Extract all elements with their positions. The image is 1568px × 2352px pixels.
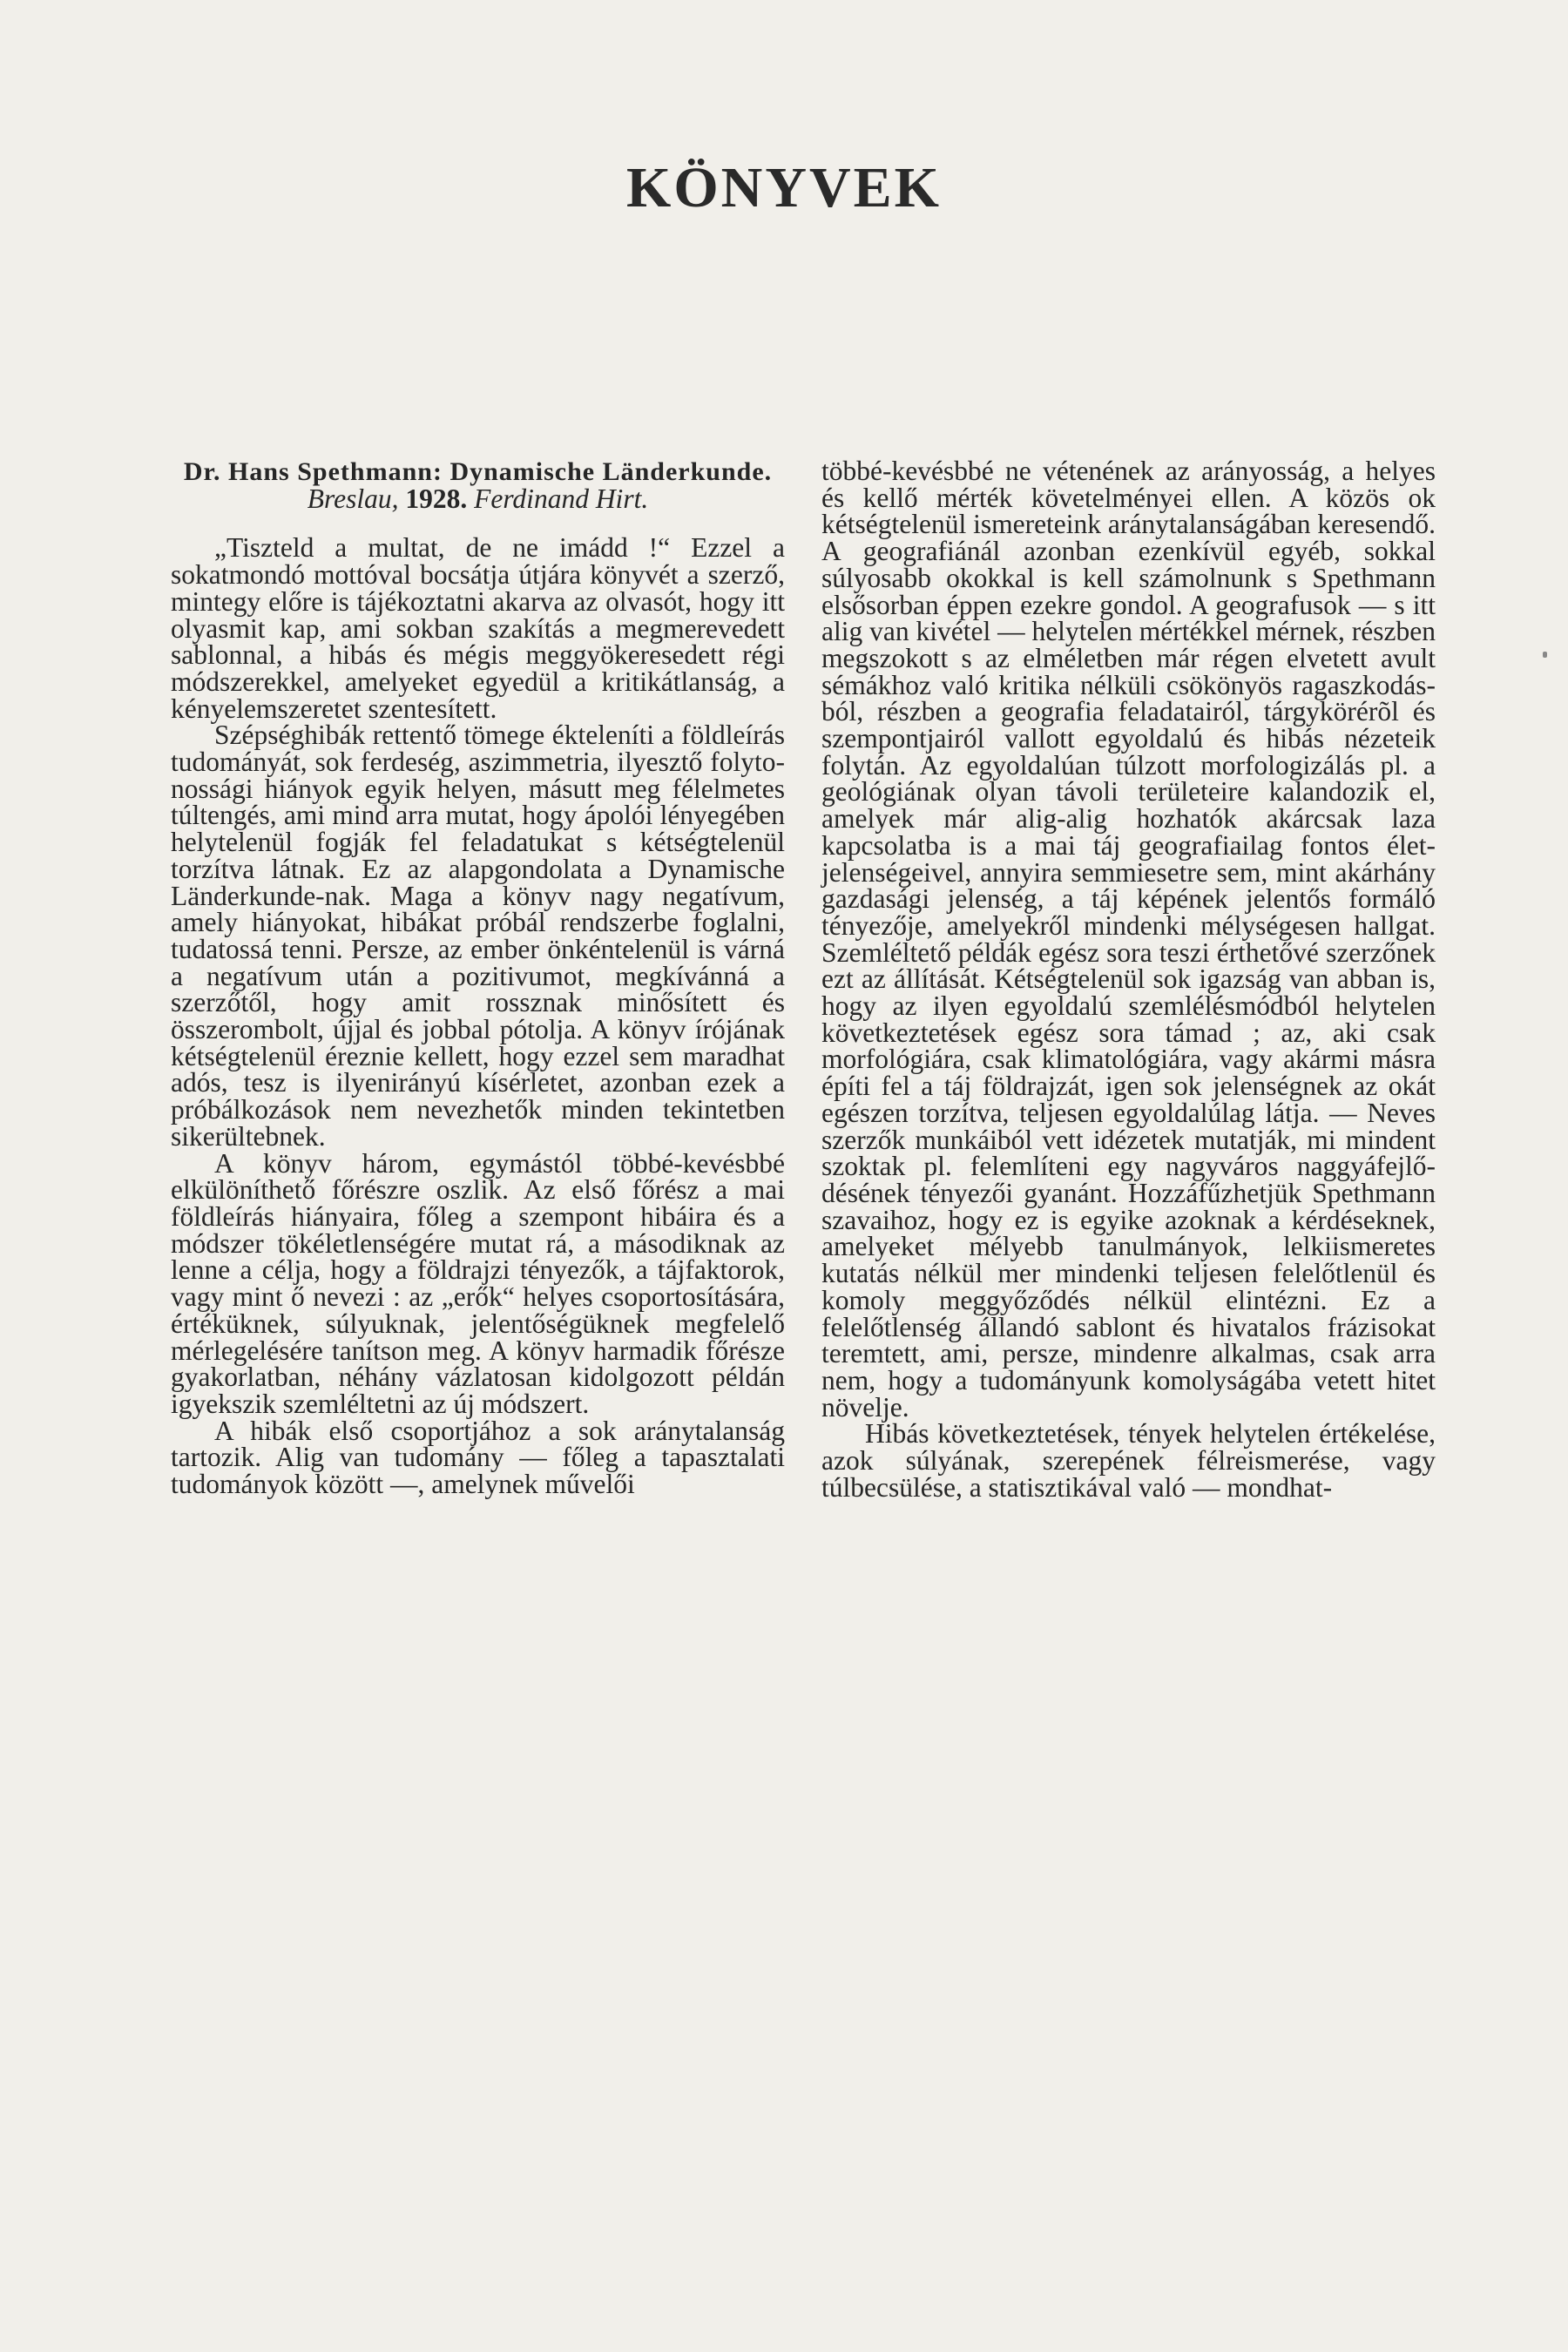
book-place: Breslau, [307,483,399,514]
paragraph: „Tiszteld a multat, de ne imádd !“ Ezzel a sokatmondó mottóval bocsátja útjára könyvét a szerző, mintegy előre is tájékoztatni akarva az olvasót, hogy itt olyasmit kap, ami sokban szakítás a megmerevedett sablonnal, a hibás és mégis meggyökeresedett régi módszerekkel, amelyeket egyedül a kritikátlanság, a kényelemszeretet szentesített. [171,532,785,724]
paragraph: A könyv három, egymástól többé-kevésbbé elkülöníthető főrészre oszlik. Az első főrész a mai földleírás hiányaira, főleg a szempont hibáira és a módszer tökéletlenségére mutat rá, a másodiknak az lenne a célja, hogy a földrajzi tényezők, a tájfaktorok, vagy mint ő nevezi : az „erők“ helyes csoportosítására, értéküknek, súlyuknak, jelentőségüknek megfelelő mérlegelésére tanítson meg. A könyv harmadik főrésze gyakorlatban, néhány vázlatosan kidolgozott példán igyekszik szemléltetni az új módszert. [171,1147,785,1419]
book-author-title: Dr. Hans Spethmann: Dynamische Länderkunde. [183,457,773,486]
paragraph: Szépséghibák rettentő tömege ékteleníti a földleírás tudományát, sok ferdeség, aszimmetria, ilyesztő folytonossági hiányok egyik helyen, másutt meg félelmetes túltengés, ami mind arra mutat, hogy ápolói lényegében helytelenül fogják fel feladatukat s kétségtelenül torzítva látnak. Ez az alapgondolata a Dynamische Länderkunde-nak. Maga a könyv nagy negatívum, amely hiányokat, hibákat próbál rendszerbe foglalni, tudatossá tenni. Persze, az ember önkéntelenül is várná a negatívum után a pozitivumot, megkívánná a szerzőtől, hogy amit rossznak minősített és összerombolt, újjal és jobbal pótolja. A könyv írójának kétségtelenül éreznie kellett, hogy ezzel sem maradhat adós, tesz is ilyenirányú kísérletet, azonban ezek a próbálkozások nem nevezhetők minden tekintetben sikerültebnek. [171,720,785,1152]
book-publisher: Ferdinand Hirt. [474,483,649,514]
book-reference [171,458,785,512]
left-column [171,458,785,1498]
page-title: KÖNYVEK [625,156,943,220]
book-year: 1928. [405,483,468,514]
paragraph: Hibás következtetések, tények helytelen értékelése, azok súlyának, szerepének félreismerése, vagy túlbecsülése, a statisztikával való — mondhat- [821,1418,1436,1503]
margin-mark [1543,652,1547,658]
paragraph: A hibák első csoportjához a sok aránytalanság tartozik. Alig van tudomány — főleg a tapasztalati tudományok között —, amelynek művelői [171,1415,785,1500]
right-column [821,458,1436,1501]
paragraph: többé-kevésbbé ne vétenének az arányosság, a helyes és kellő mérték követelményei ellen. A közös ok kétségtelenül ismereteink aránytalanságában keresendő. A geografiánál azonban ezenkívül egyéb, sokkal súlyosabb okokkal is kell számolnunk s Spethmann elsősorban éppen ezekre gondol. A geografusok — s itt alig van kivétel — helytelen mértékkel mérnek, részben megszokott s az elméletben már régen elvetett avult sémákhoz való kritika nélküli csökönyös ragaszkodásból, részben a geografia feladatairól, tárgykörérõl és szempontjairól vallott egyoldalú és hibás nézeteik folytán. Az egyoldalúan túlzott morfologizálás pl. a geológiának olyan távoli területeire kalandozik el, amelyek már alig-alig hozhatók akárcsak laza kapcsolatba is a mai táj geografiailag fontos életjelenségeivel, annyira semmiesetre sem, mint akárhány gazdasági jelenség, a táj képének jelentős formáló tényezője, amelyekről mindenki mélységesen hallgat. Szemléltető példák egész sora teszi érthetővé szerzőnek ezt az állítását. Kétségtelenül sok igazság van abban is, hogy az ilyen egyoldalú szemlélésmódból helytelen következtetések egész sora támad ; az, aki csak morfológiára, csak klimatológiára, vagy akármi másra építi fel a táj földrajzát, igen sok jelenségnek az okát egészen torzítva, teljesen egyoldalúlag látja. — Neves szerzők munkáiból vett idézetek mutatják, mi mindent szoktak pl. felemlíteni egy nagyváros naggyáfejlődésének tényezői gyanánt. Hozzáfűzhetjük Spethmann szavaihoz, hogy ez is egyike azoknak a kérdéseknek, amelyeket mélyebb tanulmányok, lelkiismeretes kutatás nélkül mer mindenki teljesen felelőtlenül és komoly meggyőződés nélkül elintézni. Ez a felelőtlenség állandó sablont és hivatalos frázisokat teremtett, ami, persze, mindenre alkalmas, csak arra nem, hogy a tudományunk komolyságába vetett hitet növelje. [821,456,1436,1423]
